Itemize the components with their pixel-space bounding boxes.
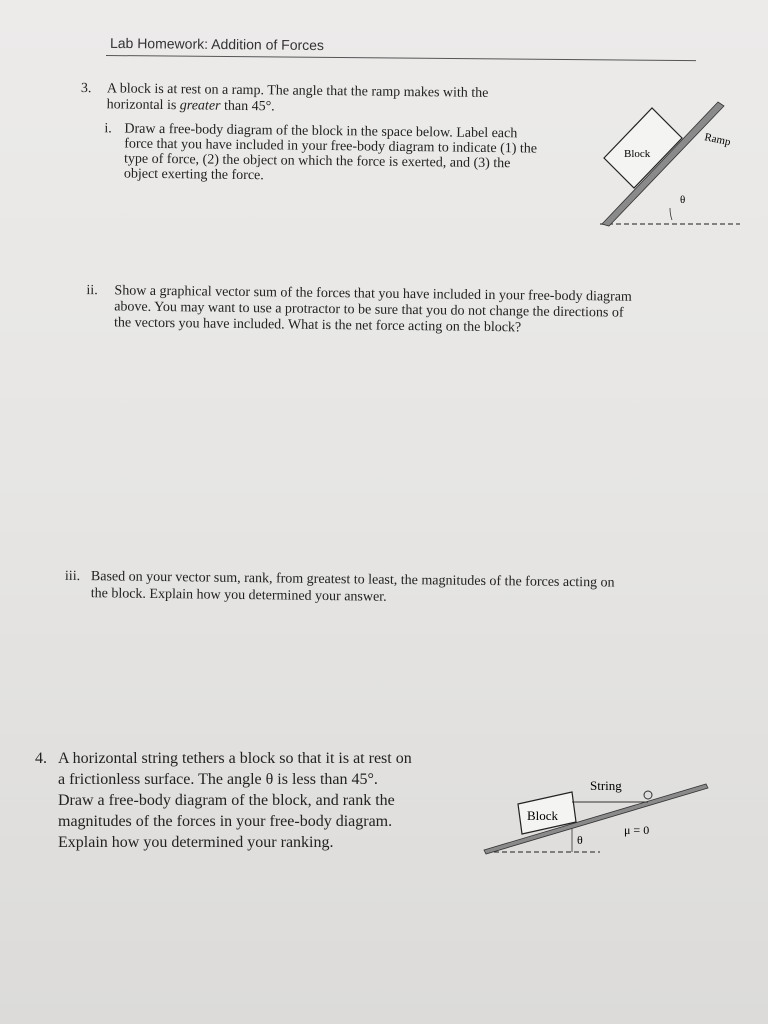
part-iii-text: the block. Explain how you determined your answer. — [90, 586, 387, 605]
incline-string-diagram — [480, 772, 710, 862]
question-4-text: a frictionless surface. The angle θ is less than 45°. — [58, 771, 378, 788]
page-header: Lab Homework: Addition of Forces — [109, 34, 325, 54]
part-i-text: force that you have included in your free-body diagram to indicate (1) the — [124, 136, 538, 157]
angle-label: θ — [680, 194, 686, 206]
part-i-text: object exerting the force. — [123, 166, 264, 184]
part-label: i. — [104, 121, 112, 137]
part-ii-text: the vectors you have included. What is the net force acting on the block? — [113, 315, 522, 336]
ramp-label: Ramp — [703, 131, 732, 149]
anchor-pulley-icon — [644, 791, 652, 799]
question-4-text: Explain how you determined your ranking. — [58, 834, 334, 851]
question-4-text: Draw a free-body diagram of the block, and rank the — [58, 792, 395, 809]
part-label: ii. — [86, 283, 98, 299]
part-iii-text: Based on your vector sum, rank, from greatest to least, the magnitudes of the forces acting on — [90, 569, 615, 591]
question-4-text: magnitudes of the forces in your free-body diagram. — [58, 813, 393, 830]
question-prompt-line: horizontal is greater than 45°. — [106, 97, 275, 115]
string-label: String — [590, 778, 622, 793]
header-rule — [106, 55, 696, 61]
part-ii-text: Show a graphical vector sum of the forces that you have included in your free-body diagram — [114, 283, 632, 305]
question-number: 3. — [80, 80, 92, 97]
part-i-text: type of force, (2) the object on which the force is exerted, and (3) the — [123, 151, 511, 172]
friction-label: μ = 0 — [624, 823, 650, 837]
incline-surface — [484, 784, 708, 854]
part-ii-text: above. You may want to use a protractor to be sure that you do not change the directions of — [114, 299, 624, 321]
question-4-text: A horizontal string tethers a block so that it is at rest on — [58, 750, 412, 767]
ramp-diagram — [600, 96, 750, 236]
angle-label: θ — [577, 833, 583, 847]
angle-arc — [670, 208, 672, 220]
question-number: 4. — [35, 750, 47, 767]
block-label: Block — [624, 148, 651, 160]
part-label: iii. — [64, 568, 81, 585]
question-prompt-line: A block is at rest on a ramp. The angle that the ramp makes with the — [106, 81, 489, 101]
part-i-text: Draw a free-body diagram of the block in the space below. Label each — [124, 121, 518, 142]
block-label: Block — [527, 808, 559, 823]
